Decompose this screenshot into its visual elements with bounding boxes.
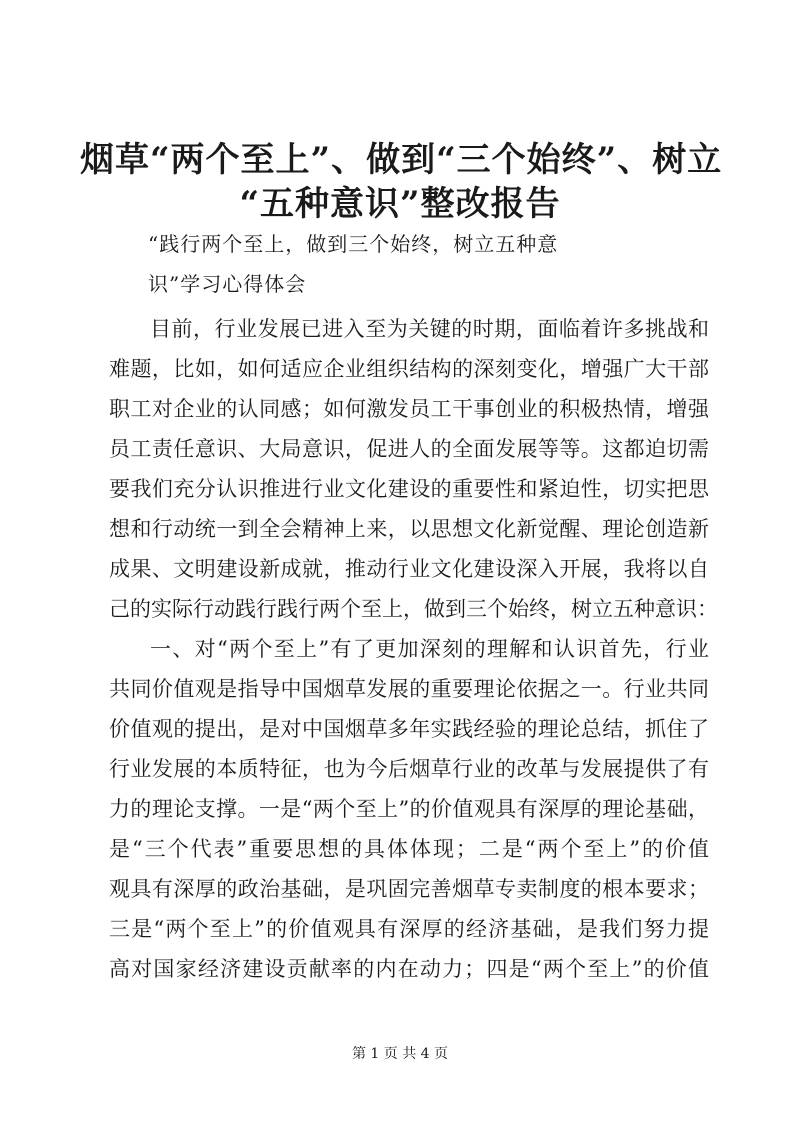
paragraph-1-line-4: 员工责任意识、大局意识，促进人的全面发展等等。这都迫切需 [109, 437, 709, 461]
paragraph-1-line-3: 职工对企业的认同感；如何激发员工干事创业的积极热情，增强 [109, 397, 709, 421]
paragraph-2-line-7: 观具有深厚的政治基础，是巩固完善烟草专卖制度的根本要求； [109, 877, 709, 901]
paragraph-1-line-6: 想和行动统一到全会精神上来，以思想文化新觉醒、理论创造新 [109, 517, 709, 541]
paragraph-1-line-7: 成果、文明建设新成就，推动行业文化建设深入开展，我将以自 [109, 557, 709, 581]
page-footer: 第 1 页 共 4 页 [351, 1046, 449, 1062]
paragraph-2-line-5: 力的理论支撑。一是“两个至上”的价值观具有深厚的理论基础， [109, 797, 709, 821]
paragraph-2-line-9: 高对国家经济建设贡献率的内在动力；四是“两个至上”的价值 [109, 957, 709, 981]
paragraph-2-line-1: 一、对“两个至上”有了更加深刻的理解和认识首先，行业 [150, 637, 709, 661]
document-title-line-1: 烟草“两个至上”、做到“三个始终”、树立 [80, 140, 723, 180]
paragraph-1-line-5: 要我们充分认识推进行业文化建设的重要性和紧迫性，切实把思 [109, 477, 709, 501]
paragraph-2-line-6: 是“三个代表”重要思想的具体体现；二是“两个至上”的价值 [109, 837, 709, 861]
document-title-line-2: “五种意识”整改报告 [239, 184, 561, 224]
paragraph-1-line-8: 己的实际行动践行践行两个至上，做到三个始终，树立五种意识： [109, 597, 718, 621]
subtitle-line-1: “践行两个至上，做到三个始终，树立五种意 [148, 232, 559, 256]
paragraph-2-line-2: 共同价值观是指导中国烟草发展的重要理论依据之一。行业共同 [109, 677, 709, 701]
paragraph-2-line-8: 三是“两个至上”的价值观具有深厚的经济基础，是我们努力提 [109, 917, 709, 941]
subtitle-line-2: 识”学习心得体会 [148, 272, 307, 296]
paragraph-1-line-1: 目前，行业发展已进入至为关键的时期，面临着许多挑战和 [150, 317, 709, 341]
paragraph-1-line-2: 难题，比如，如何适应企业组织结构的深刻变化，增强广大干部 [109, 357, 709, 381]
paragraph-2-line-3: 价值观的提出，是对中国烟草多年实践经验的理论总结，抓住了 [109, 717, 709, 741]
paragraph-2-line-4: 行业发展的本质特征，也为今后烟草行业的改革与发展提供了有 [109, 757, 709, 781]
